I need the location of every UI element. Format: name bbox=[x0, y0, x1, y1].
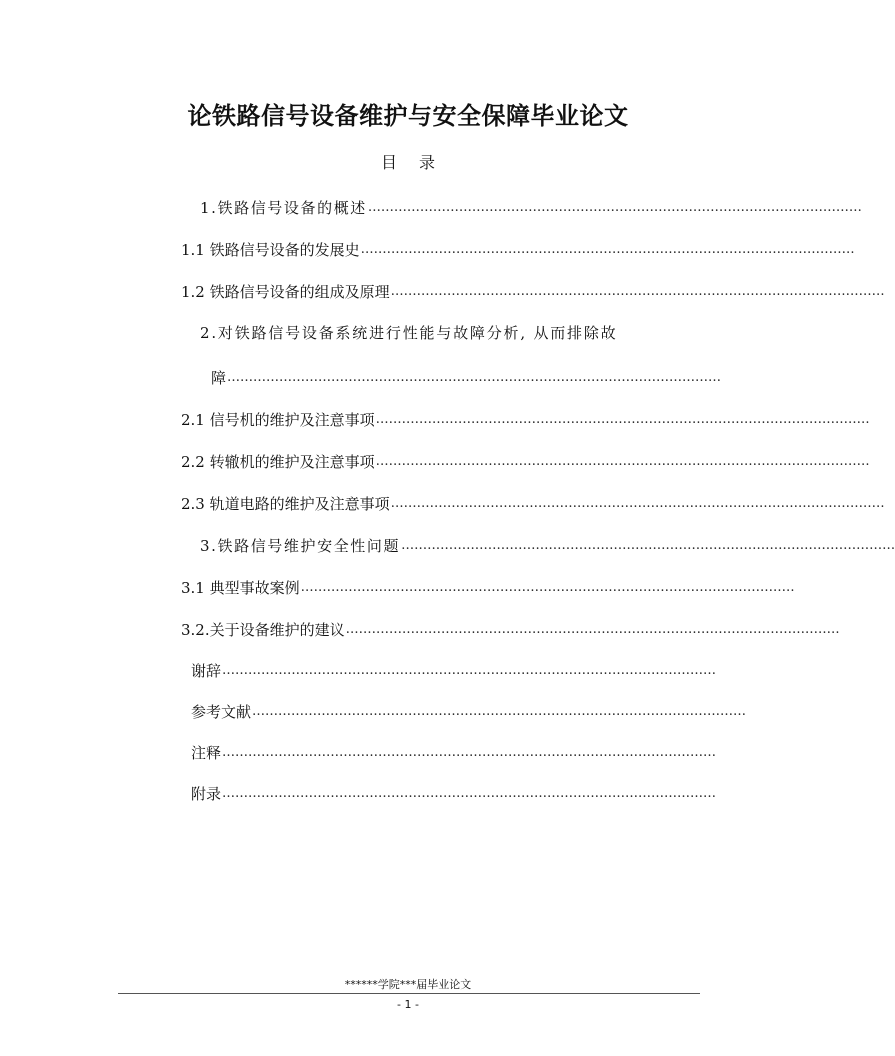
toc-leader-dots: …………………………………………………………………………………………………… bbox=[390, 496, 885, 511]
toc-leader-dots: …………………………………………………………………………………………………… bbox=[390, 284, 885, 299]
footer-text: ******学院***届毕业论文 bbox=[344, 978, 472, 991]
toc-entry-label: 3.铁路信号维护安全性问题 bbox=[200, 537, 401, 555]
toc-entry-2-1[interactable] bbox=[181, 410, 870, 430]
toc-leader-dots: …………………………………………………………………………………………………… bbox=[375, 412, 870, 427]
toc-entry-label: 参考文献 bbox=[191, 703, 252, 721]
toc-entry-label: 3.1 典型事故案例 bbox=[181, 579, 300, 597]
toc-entry-label: 2.2 转辙机的维护及注意事项 bbox=[181, 453, 375, 471]
toc-leader-dots: …………………………………………………………………………………………………… bbox=[227, 370, 722, 385]
toc-entry-label: 附录 bbox=[191, 785, 222, 803]
toc-entry-2-3[interactable] bbox=[181, 494, 885, 514]
toc-entry-label: 1.1 铁路信号设备的发展史 bbox=[181, 241, 360, 259]
toc-entry-label: 障 bbox=[211, 369, 227, 387]
toc-entry-1-2[interactable] bbox=[181, 282, 885, 302]
toc-entry-3[interactable] bbox=[200, 536, 895, 556]
toc-entry-label: 3.2.关于设备维护的建议 bbox=[181, 621, 345, 639]
toc-entry-label: 1.铁路信号设备的概述 bbox=[200, 199, 367, 217]
toc-entry-label: 2.1 信号机的维护及注意事项 bbox=[181, 411, 375, 429]
toc-entry-1[interactable] bbox=[200, 198, 862, 218]
toc-leader-dots: …………………………………………………………………………………………………… bbox=[222, 745, 717, 760]
toc-leader-dots: …………………………………………………………………………………………………… bbox=[222, 786, 717, 801]
toc-entry-2-2[interactable] bbox=[181, 452, 870, 472]
toc-leader-dots: …………………………………………………………………………………………………… bbox=[345, 622, 840, 637]
document-title: 论铁路信号设备维护与安全保障毕业论文 bbox=[187, 101, 629, 130]
toc-leader-dots: …………………………………………………………………………………………………… bbox=[252, 704, 747, 719]
toc-entry-2-line2[interactable] bbox=[211, 368, 722, 388]
toc-entry-acknowledgements[interactable] bbox=[191, 661, 717, 681]
toc-leader-dots: …………………………………………………………………………………………………… bbox=[222, 663, 717, 678]
toc-entry-label: 2.3 轨道电路的维护及注意事项 bbox=[181, 495, 390, 513]
toc-entry-3-1[interactable] bbox=[181, 578, 795, 598]
toc-leader-dots: …………………………………………………………………………………………………… bbox=[401, 538, 895, 553]
toc-leader-dots: …………………………………………………………………………………………………… bbox=[375, 454, 870, 469]
toc-leader-dots: …………………………………………………………………………………………………… bbox=[300, 580, 795, 595]
toc-entry-1-1[interactable] bbox=[181, 240, 855, 260]
footer-divider bbox=[118, 993, 700, 994]
toc-leader-dots: …………………………………………………………………………………………………… bbox=[360, 242, 855, 257]
toc-heading: 目录 bbox=[380, 153, 457, 172]
toc-entry-label: 谢辞 bbox=[191, 662, 222, 680]
page-number: - 1 - bbox=[397, 998, 419, 1011]
toc-leader-dots: …………………………………………………………………………………………………… bbox=[367, 200, 862, 215]
toc-entry-label: 1.2 铁路信号设备的组成及原理 bbox=[181, 283, 390, 301]
toc-entry-label: 注释 bbox=[191, 744, 222, 762]
toc-entry-appendix[interactable] bbox=[191, 784, 717, 804]
toc-entry-2-line1[interactable]: 2.对铁路信号设备系统进行性能与故障分析, 从而排除故 bbox=[200, 324, 618, 342]
toc-entry-3-2[interactable] bbox=[181, 620, 840, 640]
toc-entry-references[interactable] bbox=[191, 702, 747, 722]
toc-entry-notes[interactable] bbox=[191, 743, 717, 763]
